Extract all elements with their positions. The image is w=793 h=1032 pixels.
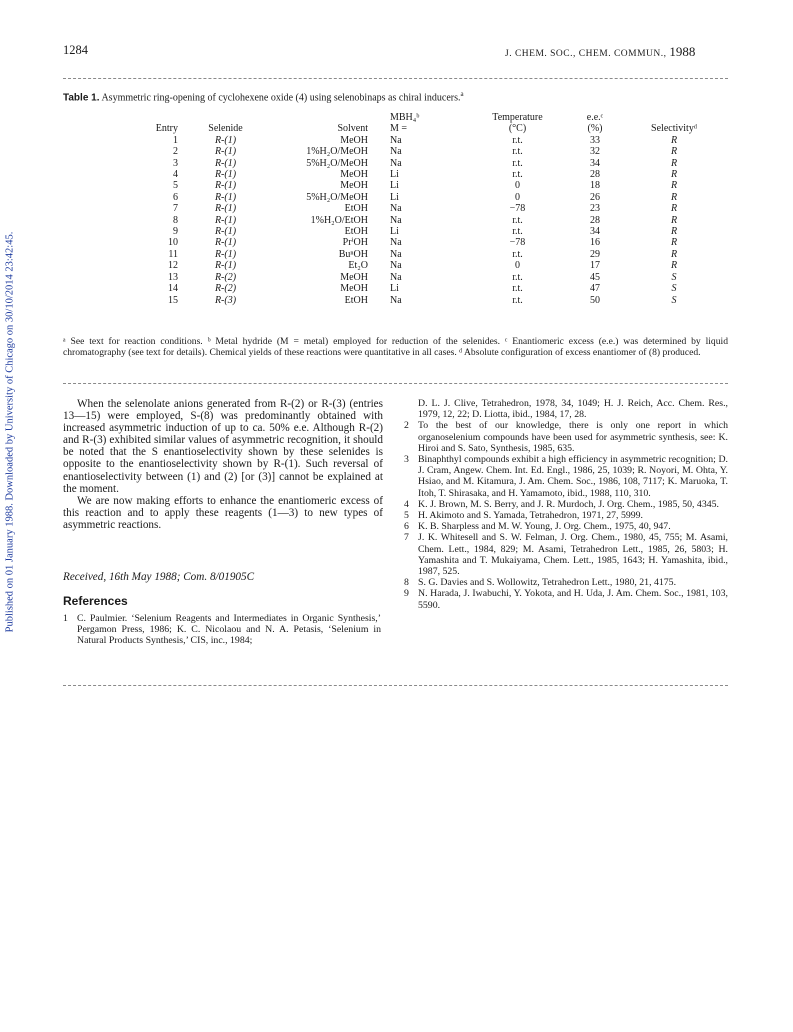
ee-cell: 34 [590,226,600,238]
metal-cell: Na [390,248,402,260]
temperature-cell: r.t. [512,169,523,181]
temperature-cell: r.t. [512,134,523,146]
solvent-cell: MeOH [340,180,368,192]
header-temp-unit: (°C) [508,123,527,135]
temperature-cell: r.t. [512,248,523,260]
reference-text: N. Harada, J. Iwabuchi, Y. Yokota, and H. Uda, J. Am. Chem. Soc., 1981, 103, 5590. [418,588,728,611]
reference-item [63,613,381,647]
reference-number: 1 [63,613,68,624]
selectivity-cell: R [670,180,678,192]
entry-cell: 2 [173,146,178,158]
selenide-cell: R-(2) [214,271,237,283]
selectivity-cell: S [671,294,677,306]
reference-item [404,499,728,510]
metal-cell: Na [390,214,402,226]
reference-item [404,420,728,454]
entry-cell: 11 [168,248,178,260]
selenide-cell: R-(1) [214,180,237,192]
selectivity-cell: R [670,260,678,272]
selectivity-cell: S [671,283,677,295]
entry-cell: 1 [173,134,178,146]
table-row [148,283,723,294]
table-row [148,158,723,169]
metal-cell: Na [390,134,402,146]
selenide-cell: R-(1) [214,248,237,260]
temperature-cell: r.t. [512,294,523,306]
ee-cell: 32 [590,146,600,158]
ee-cell: 45 [590,271,600,283]
table-row [148,237,723,248]
table-row [148,226,723,237]
metal-cell: Na [390,237,402,249]
solvent-cell: MeOH [340,271,368,283]
header-ee-unit: (%) [587,123,603,135]
entry-cell: 15 [168,294,178,306]
selenide-cell: R-(1) [214,203,237,215]
metal-cell: Na [390,146,402,158]
ee-cell: 16 [590,237,600,249]
reference-item [404,588,728,610]
temperature-cell: r.t. [512,271,523,283]
header-cell [625,112,723,123]
entry-cell: 13 [168,271,178,283]
header-selectivity: Selectivityᵈ [651,123,697,135]
selenide-cell: R-(3) [214,294,237,306]
solvent-cell: 5%H₂O/MeOH [306,157,368,169]
selectivity-cell: R [670,214,678,226]
table-row [148,260,723,271]
table-row [148,295,723,306]
reference-text: S. G. Davies and S. Wollowitz, Tetrahedron Lett., 1980, 21, 4175. [418,577,677,589]
page-number: 1284 [63,43,88,57]
reference-number: 6 [404,521,409,533]
table-row [148,146,723,157]
selectivity-cell: R [670,169,678,181]
solvent-cell: EtOH [344,294,368,306]
reference-text: To the best of our knowledge, there is only one report in which organoselenium compounds have been used for asymmetric synthesis, see: K. Hiroi and S. Sato, Synthesis, 1985, 635. [418,420,728,454]
selectivity-cell: R [670,248,678,260]
ee-cell: 34 [590,157,600,169]
body-paragraph-1: When the selenolate anions generated from R-(2) or R-(3) (entries 13—15) were employed, S-(8) was predominantly obtained with increased asymmetric induction of up to ca. 50% e.e. Although R-(2) and R-(3) exhibited similar values of asymmetric recognition, it should be noted that the S enantioselectivity shown by these selenides is opposite to the enantioselectivity shown by R-(1). Such reversal of enantioselectivity between (1) and (2) [or (3)] cannot be explained at the moment. [63,398,383,495]
selectivity-cell: R [670,134,678,146]
table-row [148,169,723,180]
journal-header [505,44,695,60]
header-cell [148,112,178,123]
download-watermark [0,0,20,1032]
selenide-cell: R-(1) [214,237,237,249]
selectivity-cell: R [670,157,678,169]
metal-cell: Na [390,294,402,306]
table-row [148,135,723,146]
temperature-cell: r.t. [512,283,523,295]
table-header-row-2 [148,123,723,134]
temperature-cell: 0 [515,191,520,203]
ee-cell: 28 [590,214,600,226]
table-row [148,249,723,260]
entry-cell: 12 [168,260,178,272]
header-temperature: Temperature [492,112,543,123]
references-right-column [404,398,728,611]
selenide-cell: R-(1) [214,214,237,226]
table-body [148,135,723,306]
received-line: Received, 16th May 1988; Com. 8/01905C [63,571,255,583]
selenide-cell: R-(1) [214,134,237,146]
metal-cell: Na [390,157,402,169]
table-footnote: ᵃ See text for reaction conditions. ᵇ Metal hydride (M = metal) employed for reduction of the selenides. ᶜ Enantiomeric excess (e.e.) was determined by liquid chromatography (see text for details). Chemical yields of these reactions were quantitative in all cases. ᵈ Absolute configuration of excess enantiomer of (8) produced. [63,336,728,359]
temperature-cell: r.t. [512,226,523,238]
page-bottom-rule [63,685,728,686]
ee-cell: 50 [590,294,600,306]
ee-cell: 28 [590,169,600,181]
header-mbh4: MBH₄ᵇ [390,112,420,123]
metal-cell: Li [390,226,399,238]
solvent-cell: MeOH [340,283,368,295]
temperature-cell: r.t. [512,214,523,226]
solvent-cell: MeOH [340,169,368,181]
selenide-cell: R-(1) [214,157,237,169]
table-row [148,192,723,203]
header-selenide: Selenide [208,123,243,135]
reference-text: Binaphthyl compounds exhibit a high efficiency in asymmetric recognition; D. J. Cram, Angew. Chem. Int. Ed. Engl., 1986, 25, 1039; R. Noyori, M. Ohta, Y. Hsiao, and M. Kitamura, J. Am. Chem. Soc., 1986, 108, 7117; K. Maruoka, T. Itoh, T. Shirasaka, and H. Yamamoto, ibid., 1988, 110, 310. [418,454,728,499]
table-row [148,180,723,191]
selenide-cell: R-(1) [214,226,237,238]
selectivity-cell: R [670,237,678,249]
reference-text: K. J. Brown, M. S. Berry, and J. R. Murdoch, J. Org. Chem., 1985, 50, 4345. [418,498,719,510]
solvent-cell: MeOH [340,134,368,146]
selectivity-cell: R [670,226,678,238]
reference-1-continuation: D. L. J. Clive, Tetrahedron, 1978, 34, 1049; H. J. Reich, Acc. Chem. Res., 1979, 12, 22; D. Liotta, ibid., 1984, 17, 28. [418,398,728,421]
header-rule [63,78,728,79]
watermark-text[interactable]: Published on 01 January 1988. Downloaded by University of Chicago on 30/10/2014 23:42:45. [4,231,16,633]
entry-cell: 4 [173,169,178,181]
metal-cell: Na [390,271,402,283]
table-row [148,215,723,226]
reference-item [404,521,728,532]
body-paragraph-2: We are now making efforts to enhance the enantiomeric excess of this reaction and to apply these reagents (1—3) to new types of asymmetric reactions. [63,494,383,531]
metal-cell: Li [390,169,399,181]
entry-cell: 3 [173,157,178,169]
selectivity-cell: R [670,203,678,215]
metal-cell: Li [390,191,399,203]
header-solvent: Solvent [337,123,368,135]
references-heading: References [63,594,128,608]
temperature-cell: 0 [515,180,520,192]
metal-cell: Li [390,283,399,295]
temperature-cell: −78 [509,203,526,215]
table-caption [63,90,464,103]
solvent-cell: 1%H₂O/MeOH [306,146,368,158]
header-cell [273,112,368,123]
reference-number: 5 [404,510,409,522]
header-ee: e.e.ᶜ [586,112,604,123]
reference-number: 2 [404,420,409,432]
solvent-cell: 1%H₂O/EtOH [310,214,368,226]
references-right-list [404,420,728,610]
temperature-cell: r.t. [512,146,523,158]
metal-cell: Na [390,260,402,272]
entry-cell: 5 [173,180,178,192]
temperature-cell: 0 [515,260,520,272]
header-entry: Entry [155,123,178,135]
reference-number: 8 [404,577,409,589]
ee-cell: 33 [590,134,600,146]
selectivity-cell: S [671,271,677,283]
ee-cell: 23 [590,203,600,215]
caption-footnote-mark: a [460,90,464,98]
ee-cell: 47 [590,283,600,295]
reference-item [404,454,728,499]
journal-year: 1988 [669,44,696,59]
ee-cell: 18 [590,180,600,192]
reference-number: 7 [404,532,409,544]
reference-text: K. B. Sharpless and M. W. Young, J. Org. Chem., 1975, 40, 947. [418,521,671,533]
header-cell [178,112,273,123]
selectivity-cell: R [670,146,678,158]
body-text [63,398,383,531]
reference-item [404,577,728,588]
solvent-cell: Et₂O [348,260,368,272]
reference-text: H. Akimoto and S. Yamada, Tetrahedron, 1971, 27, 5999. [418,510,643,522]
selenide-cell: R-(2) [214,283,237,295]
temperature-cell: −78 [509,237,526,249]
ee-cell: 17 [590,260,600,272]
solvent-cell: EtOH [344,226,368,238]
entry-cell: 8 [173,214,178,226]
reference-text: J. K. Whitesell and S. W. Felman, J. Org. Chem., 1980, 45, 755; M. Asami, Chem. Lett., 1984, 829; M. Asami, Tetrahedron Lett., 1985, 26, 5803; H. Yamashita and T. Mukaiyama, Chem. Lett., 1985, 1643; H. Yamashita, ibid., 1987, 525. [418,532,728,578]
reference-item [404,532,728,577]
entry-cell: 10 [168,237,178,249]
temperature-cell: r.t. [512,157,523,169]
table-row [148,272,723,283]
reference-number: 3 [404,454,409,466]
results-table [148,112,723,306]
table-bottom-rule [63,383,728,384]
journal-name: J. CHEM. SOC., CHEM. COMMUN., [505,49,667,59]
reference-item [404,510,728,521]
ee-cell: 29 [590,248,600,260]
metal-cell: Li [390,180,399,192]
ee-cell: 26 [590,191,600,203]
table-row [148,203,723,214]
table-caption-text: Asymmetric ring-opening of cyclohexene oxide (4) using selenobinaps as chiral inducers. [101,92,461,104]
solvent-cell: 5%H₂O/MeOH [306,191,368,203]
references-left-column [63,613,381,647]
table-header-row-1 [148,112,723,123]
solvent-cell: BuⁿOH [338,248,368,260]
selenide-cell: R-(1) [214,260,237,272]
reference-number: 9 [404,588,409,600]
entry-cell: 14 [168,283,178,295]
entry-cell: 6 [173,191,178,203]
solvent-cell: PrⁱOH [342,237,368,249]
solvent-cell: EtOH [344,203,368,215]
reference-number: 4 [404,498,409,510]
entry-cell: 7 [173,203,178,215]
entry-cell: 9 [173,226,178,238]
reference-text: C. Paulmier. ‘Selenium Reagents and Intermediates in Organic Synthesis,’ Pergamon Press, 1986; K. C. Nicolaou and N. A. Petasis, ‘Selenium in Natural Products Synthesis,’ CIS, inc., 1984; [77,613,381,647]
header-metal: M = [390,123,408,135]
selectivity-cell: R [670,191,678,203]
selenide-cell: R-(1) [214,146,237,158]
selenide-cell: R-(1) [214,191,237,203]
table-label: Table 1. [63,92,100,104]
metal-cell: Na [390,203,402,215]
selenide-cell: R-(1) [214,169,237,181]
